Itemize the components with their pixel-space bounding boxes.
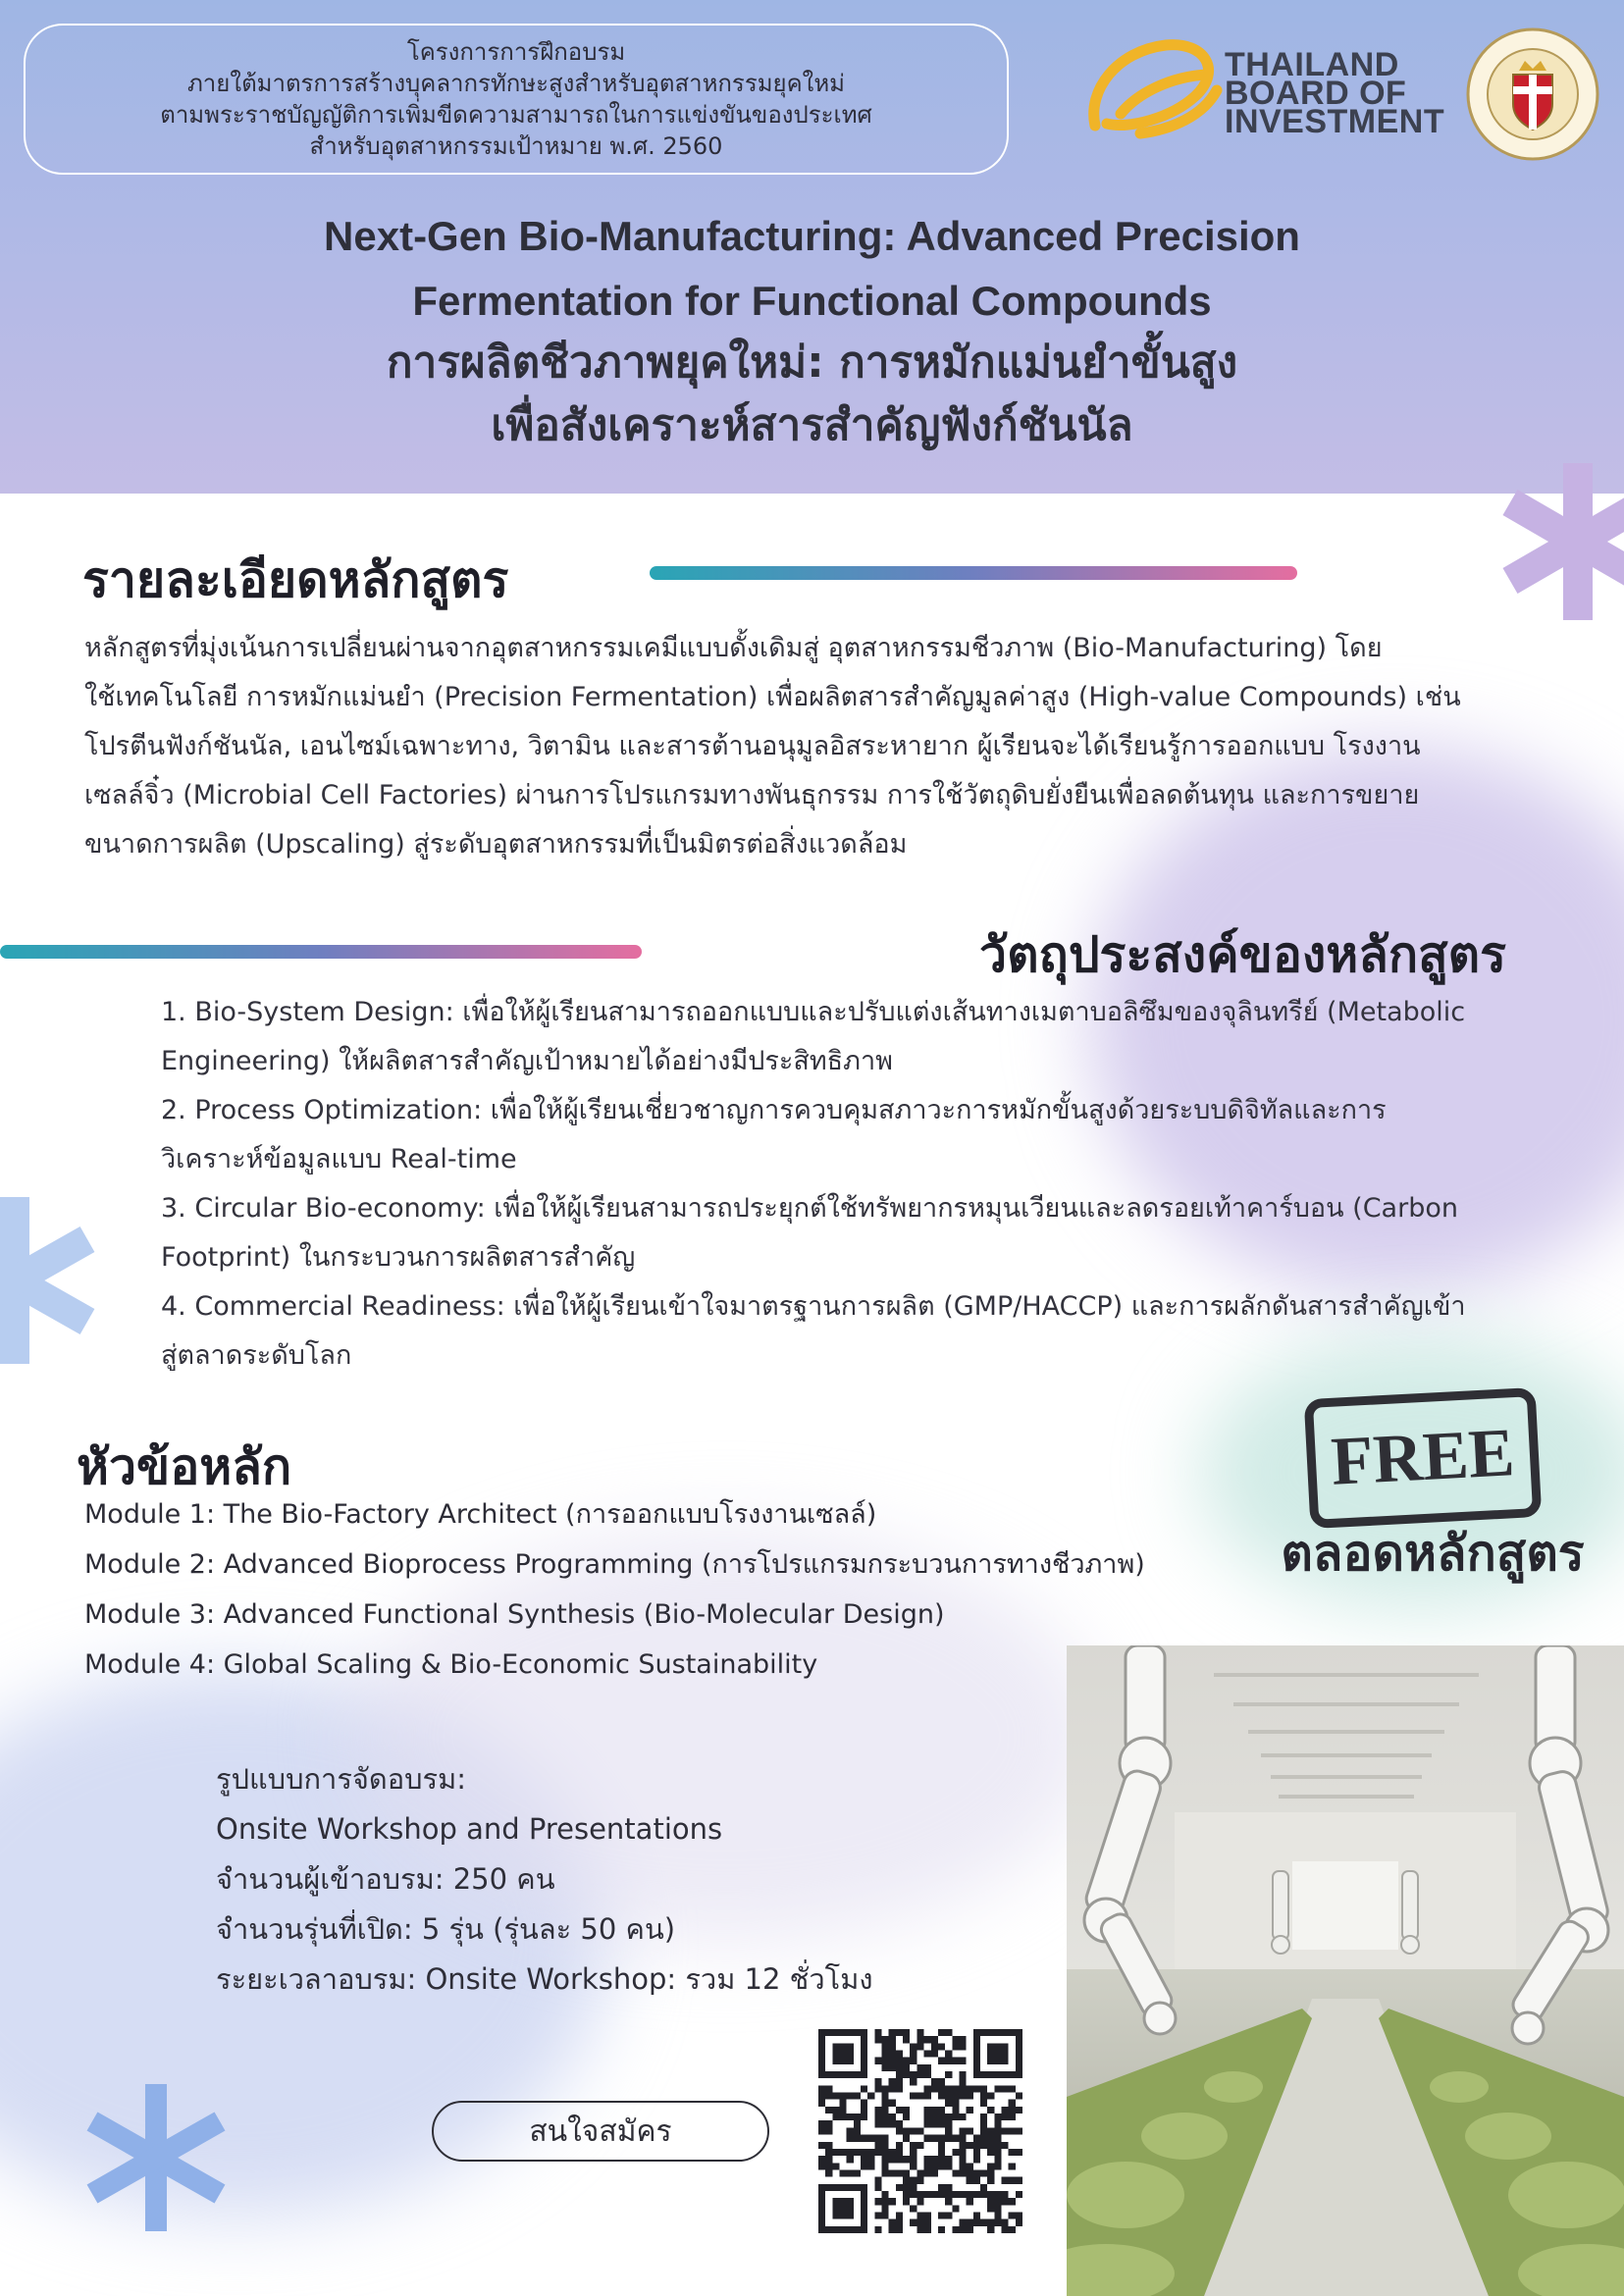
course-details-heading: รายละเอียดหลักสูตร [82,551,509,608]
objectives-list [161,988,1574,1381]
objective-line: วิเคราะห์ข้อมูลแบบ Real-time [161,1144,517,1174]
objective-line: Engineering) ให้ผลิตสารสำคัญเป้าหมายได้อย่างมีประสิทธิภาพ [161,1046,893,1076]
training-info-line: จำนวนรุ่นที่เปิด: 5 รุ่น (รุ่นละ 50 คน) [216,1912,676,1946]
program-info-box [24,24,1009,175]
gradient-divider [0,945,642,959]
module-item: Module 4: Global Scaling & Bio-Economic Sustainability [84,1649,818,1680]
asterisk-icon [1499,463,1624,620]
program-line: โครงการการฝึกอบรม [406,38,626,66]
asterisk-icon [82,2084,230,2231]
module-item: Module 2: Advanced Bioprocess Programming (การโปรแกรมกระบวนการทางชีวภาพ) [84,1549,1145,1580]
qr-code[interactable] [818,2029,1022,2233]
objective-line: สู่ตลาดระดับโลก [161,1340,352,1371]
training-info [216,1754,1021,2005]
asterisk-icon [0,1197,98,1364]
university-seal-logo [1464,26,1601,163]
course-title-en: Next-Gen Bio-Manufacturing: Advanced Precision Fermentation for Functional Compounds [324,213,1300,324]
apply-button[interactable]: สนใจสมัคร [432,2101,769,2162]
course-title-th: การผลิตชีวภาพยุคใหม่: การหมักแม่นยำขั้นสูง เพื่อสังเคราะห์สารสำคัญฟังก์ชันนัล [386,338,1238,450]
training-info-line: รูปแบบการจัดอบรม: [216,1762,467,1796]
gradient-divider [650,566,1297,580]
boi-wordmark: THAILAND BOARD OF INVESTMENT [1225,46,1445,140]
free-stamp: FREE [1304,1387,1543,1529]
training-info-line: ระยะเวลาอบรม: Onsite Workshop: รวม 12 ชั่วโมง [216,1962,873,1996]
course-description: หลักสูตรที่มุ่งเน้นการเปลี่ยนผ่านจากอุตสาหกรรมเคมีแบบดั้งเดิมสู่ อุตสาหกรรมชีวภาพ (Bio-Manufacturing) โดย ใช้เทคโนโลยี การหมักแม่นยำ (Precision Fermentation) เพื่อผลิตสารสำคัญมูลค่าสูง (High-value Compounds) เช่น โปรตีนฟังก์ชันนัล, เอนไซม์เฉพาะทาง, วิตามิน และสารต้านอนุมูลอิสระหายาก ผู้เรียนจะได้เรียนรู้การออกแบบ โรงงาน เซลล์จิ๋ว (Microbial Cell Factories) ผ่านการโปรแกรมทางพันธุกรรม การใช้วัตถุดิบยั่งยืนเพื่อลดต้นทุน และการขยาย ขนาดการผลิต (Upscaling) สู่ระดับอุตสาหกรรมที่เป็นมิตรต่อสิ่งแวดล้อม [84,633,1461,860]
objective-line: 4. Commercial Readiness: เพื่อให้ผู้เรียนเข้าใจมาตรฐานการผลิต (GMP/HACCP) และการผลักดันสารสำคัญเข้า [161,1291,1466,1322]
training-info-line: Onsite Workshop and Presentations [216,1812,723,1846]
training-info-line: จำนวนผู้เข้าอบรม: 250 คน [216,1862,555,1896]
free-caption: ตลอดหลักสูตร [1281,1525,1585,1582]
objective-line: 1. Bio-System Design: เพื่อให้ผู้เรียนสามารถออกแบบและปรับแต่งเส้นทางเมตาบอลิซึมของจุลินทรีย์ (Metabolic [161,997,1466,1027]
objective-line: 2. Process Optimization: เพื่อให้ผู้เรียนเชี่ยวชาญการควบคุมสภาวะการหมักขั้นสูงด้วยระบบดิจิทัลและการ [161,1095,1387,1125]
modules-heading: หัวข้อหลัก [77,1438,292,1495]
module-item: Module 3: Advanced Functional Synthesis (Bio-Molecular Design) [84,1599,945,1630]
program-line: ภายใต้มาตรการสร้างบุคลากรทักษะสูงสำหรับอุตสาหกรรมยุคใหม่ [186,70,846,97]
objective-line: Footprint) ในกระบวนการผลิตสารสำคัญ [161,1242,636,1273]
program-line: ตามพระราชบัญญัติการเพิ่มขีดความสามารถในการแข่งขันของประเทศ [160,101,872,129]
objectives-heading: วัตถุประสงค์ของหลักสูตร [979,926,1506,983]
objective-line: 3. Circular Bio-economy: เพื่อให้ผู้เรียนสามารถประยุกต์ใช้ทรัพยากรหมุนเวียนและลดรอยเท้าคาร์บอน (Carbon [161,1193,1458,1224]
robot-arms-greenhouse-image [1067,1645,1624,2296]
program-line: สำหรับอุตสาหกรรมเป้าหมาย พ.ศ. 2560 [309,132,723,160]
module-item: Module 1: The Bio-Factory Architect (การออกแบบโรงงานเซลล์) [84,1499,877,1530]
